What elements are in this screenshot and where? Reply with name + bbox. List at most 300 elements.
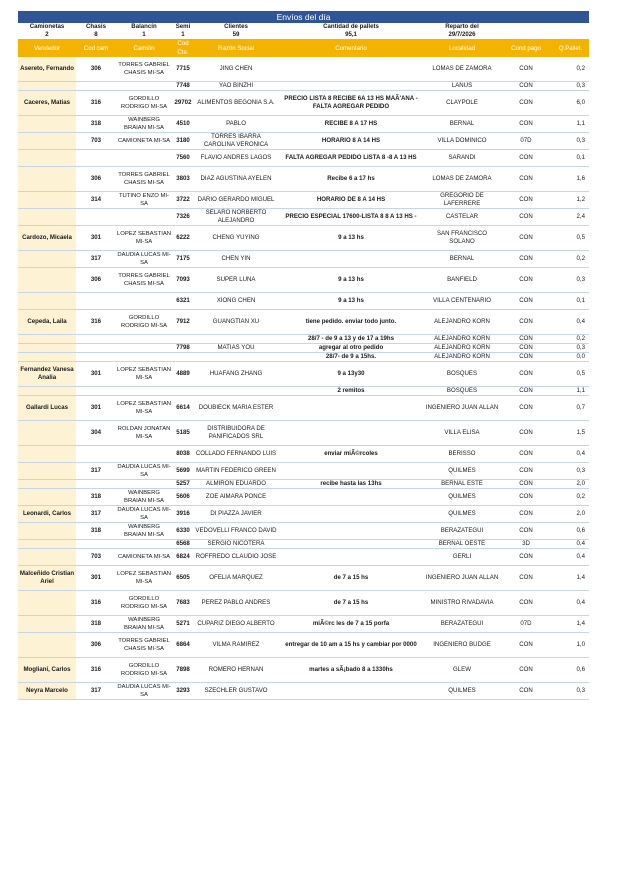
table-row xyxy=(18,683,589,700)
summary-labels-row xyxy=(18,23,589,31)
cell-localidad: VILLA DOMINICO xyxy=(424,133,500,150)
cell-cond-pago: CON xyxy=(500,591,552,616)
cell-q-pallet: 0,3 xyxy=(552,463,589,480)
cell-cod-cte: 5606 xyxy=(172,489,194,506)
cell-cod-cam xyxy=(76,446,116,463)
cell-cod-cam xyxy=(76,344,116,353)
cell-camion: DAUDIA LUCAS MI-SA xyxy=(117,507,171,521)
table-row xyxy=(18,226,589,251)
col-header-camion: Camión xyxy=(116,39,172,57)
cell-cod-cte: 7748 xyxy=(172,82,194,91)
cell-vendedor xyxy=(18,335,76,344)
cell-q-pallet: 1,0 xyxy=(552,633,589,658)
cell-cod-cte: 29702 xyxy=(172,91,194,116)
cell-cond-pago: CON xyxy=(500,446,552,463)
cell-vendedor xyxy=(18,540,76,549)
cell-localidad: INGENIERO BUDGE xyxy=(424,633,500,658)
cell-camion: WAINBERG BRAIAN MI-SA xyxy=(116,616,172,633)
cell-vendedor xyxy=(18,293,76,310)
cell-razon-social: ALMIRON EDUARDO xyxy=(194,480,278,489)
cell-cond-pago: CON xyxy=(500,335,552,344)
summary-value: 1 xyxy=(142,31,146,38)
cell-cond-pago: CON xyxy=(500,387,552,396)
cell-comentario xyxy=(278,489,424,506)
cell-comentario xyxy=(278,421,424,446)
cell-cod-cam: 703 xyxy=(76,549,116,566)
summary-value: 59 xyxy=(232,31,240,38)
table-row xyxy=(18,150,589,167)
cell-camion xyxy=(116,293,172,310)
cell-q-pallet: 2,4 xyxy=(552,209,589,226)
cell-cod-cte: 3803 xyxy=(172,167,194,192)
cell-cod-cte: 7560 xyxy=(172,150,194,167)
col-header-localidad: Localidad xyxy=(424,39,500,57)
cell-cod-cam: 301 xyxy=(76,396,116,421)
cell-cod-cte: 6864 xyxy=(172,633,194,658)
cell-razon-social: DARIO GERARDO MIGUEL xyxy=(194,192,278,209)
shipments-table xyxy=(18,23,589,700)
cell-comentario: FALTA AGREGAR PEDIDO LISTA 8 -8 A 13 HS xyxy=(278,150,424,167)
cell-cond-pago: 07D xyxy=(500,616,552,633)
table-row xyxy=(18,57,589,82)
cell-razon-social: TORRES IBARRA CAROLINA VERONICA xyxy=(194,133,278,150)
cell-q-pallet: 0,3 xyxy=(552,133,589,150)
cell-vendedor: Neyra Marcelo xyxy=(18,683,76,700)
table-row xyxy=(18,633,589,658)
cell-cond-pago: CON xyxy=(500,150,552,167)
cell-razon-social: DISTRIBUIDORA DE PANIFICADOS SRL xyxy=(194,421,278,446)
cell-comentario: RECIBE 8 A 17 HS xyxy=(278,116,424,133)
cell-camion xyxy=(116,446,172,463)
cell-comentario: PRECIO ESPECIAL 17600-LISTA 8 8 A 13 HS - xyxy=(278,209,424,226)
cell-cod-cam: 318 xyxy=(76,523,116,540)
cell-localidad: SARANDI xyxy=(424,150,500,167)
cell-cod-cte: 7715 xyxy=(172,57,194,82)
cell-razon-social: MARTIN FEDERICO GREEN xyxy=(194,463,278,480)
cell-vendedor xyxy=(18,344,76,353)
cell-vendedor xyxy=(18,480,76,489)
cell-localidad: LANUS xyxy=(424,82,500,91)
summary-label: Chasis xyxy=(86,23,106,30)
cell-cod-cam: 301 xyxy=(76,566,116,591)
col-header-q-pallet: Q.Pallet. xyxy=(552,39,589,57)
cell-razon-social: COLLADO FERNANDO LUIS xyxy=(194,446,278,463)
summary-values-row xyxy=(18,31,589,39)
cell-cod-cam: 306 xyxy=(76,633,116,658)
cell-cond-pago: CON xyxy=(500,463,552,480)
cell-q-pallet: 0,1 xyxy=(552,150,589,167)
cell-comentario: martes a sÃ¡bado 8 a 1330hs xyxy=(278,658,424,683)
cell-localidad: BERAZATEGUI xyxy=(424,523,500,540)
cell-localidad: BERISSO xyxy=(424,446,500,463)
cell-camion: TORRES GABRIEL CHASIS MI-SA xyxy=(116,167,172,192)
cell-comentario xyxy=(278,57,424,82)
cell-comentario xyxy=(278,251,424,268)
cell-vendedor: Asereto, Fernando xyxy=(18,57,76,82)
cell-q-pallet: 1,2 xyxy=(552,192,589,209)
cell-cond-pago: CON xyxy=(500,209,552,226)
cell-q-pallet: 0,7 xyxy=(552,396,589,421)
cell-camion: LOPEZ SEBASTIAN MI-SA xyxy=(116,226,172,251)
table-row xyxy=(18,353,589,362)
cell-camion: GORDILLO RODRIGO MI-SA xyxy=(116,91,172,116)
cell-q-pallet: 0,5 xyxy=(552,362,589,387)
cell-cod-cte xyxy=(172,387,194,396)
cell-cod-cam: 318 xyxy=(76,616,116,633)
cell-q-pallet: 1,5 xyxy=(552,421,589,446)
sheet-title: Envíos del día xyxy=(18,11,589,23)
cell-q-pallet: 1,1 xyxy=(552,387,589,396)
table-row xyxy=(18,91,589,116)
cell-localidad: GLEW xyxy=(424,658,500,683)
summary-label: Reparto del xyxy=(445,23,479,30)
table-row xyxy=(18,251,589,268)
table-row xyxy=(18,362,589,387)
cell-localidad: BERNAL xyxy=(424,116,500,133)
table-row xyxy=(18,133,589,150)
cell-cond-pago: CON xyxy=(500,480,552,489)
cell-cond-pago: CON xyxy=(500,362,552,387)
cell-cond-pago: CON xyxy=(500,523,552,540)
cell-localidad: GREGORIO DE LAFERRERE xyxy=(424,192,500,209)
cell-camion: DAUDIA LUCAS MI-SA xyxy=(117,684,171,698)
cell-cod-cte: 6321 xyxy=(172,293,194,310)
cell-comentario: 9 a 13 hs xyxy=(278,226,424,251)
cell-vendedor xyxy=(18,353,76,362)
table-row xyxy=(18,116,589,133)
cell-vendedor xyxy=(18,489,76,506)
summary-value: 1 xyxy=(181,31,185,38)
cell-q-pallet: 0,2 xyxy=(552,251,589,268)
cell-cod-cte: 6505 xyxy=(172,566,194,591)
cell-razon-social: YAO BINZHI xyxy=(194,82,278,91)
cell-comentario: PRECIO LISTA 8 RECIBE 6A 13 HS MAÃ'ANA -FALTA AGREGAR PEDIDO xyxy=(278,91,424,116)
cell-q-pallet: 0,2 xyxy=(552,489,589,506)
cell-cond-pago: 07D xyxy=(500,133,552,150)
summary-label: Clientes xyxy=(224,23,248,30)
cell-q-pallet: 1,1 xyxy=(552,116,589,133)
cell-vendedor xyxy=(18,591,76,616)
cell-camion: LOPEZ SEBASTIAN MI-SA xyxy=(116,362,172,387)
cell-cod-cte xyxy=(172,335,194,344)
cell-comentario: 9 a 13y30 xyxy=(278,362,424,387)
cell-cod-cte: 4889 xyxy=(172,362,194,387)
cell-cod-cte: 3180 xyxy=(172,133,194,150)
cell-camion xyxy=(116,335,172,344)
cell-camion: DAUDIA LUCAS MI-SA xyxy=(117,464,171,478)
cell-camion: DAUDIA LUCAS MI-SA xyxy=(117,252,171,266)
cell-localidad: VILLA ELISA xyxy=(424,421,500,446)
table-row xyxy=(18,268,589,293)
cell-cod-cam: 703 xyxy=(76,133,116,150)
cell-cod-cam: 306 xyxy=(76,57,116,82)
cell-localidad: LOMAS DE ZAMORA xyxy=(424,167,500,192)
cell-cond-pago: CON xyxy=(500,683,552,700)
cell-vendedor: Caceres, Matias xyxy=(18,91,76,116)
cell-vendedor xyxy=(18,209,76,226)
cell-localidad: ALEJANDRO KORN xyxy=(424,344,500,353)
cell-cond-pago: CON xyxy=(500,396,552,421)
cell-cod-cam: 317 xyxy=(76,463,116,480)
cell-cond-pago: CON xyxy=(500,82,552,91)
cell-cod-cte: 3722 xyxy=(172,192,194,209)
cell-comentario: entregar de 10 am a 15 hs y cambiar por 0000 xyxy=(278,633,424,658)
cell-cod-cte: 8038 xyxy=(172,446,194,463)
summary-label: Camionetas xyxy=(29,23,65,30)
cell-camion: ROLDAN JONATAN MI-SA xyxy=(116,421,172,446)
cell-cod-cte: 6330 xyxy=(172,523,194,540)
cell-cond-pago: CON xyxy=(500,251,552,268)
cell-razon-social: VEDOVELLI FRANCO DAVID xyxy=(194,523,278,540)
cell-localidad: ALEJANDRO KORN xyxy=(424,310,500,335)
cell-cod-cam: 314 xyxy=(76,192,116,209)
cell-cond-pago: CON xyxy=(500,344,552,353)
cell-comentario: 9 a 13 hs xyxy=(278,293,424,310)
table-row xyxy=(18,167,589,192)
cell-cod-cte: 7093 xyxy=(172,268,194,293)
cell-comentario: 28/7 - de 9 a 13 y de 17 a 19hs xyxy=(278,335,424,344)
cell-cod-cam: 301 xyxy=(76,226,116,251)
cell-camion: TORRES GABRIEL CHASIS MI-SA xyxy=(116,633,172,658)
cell-cond-pago: CON xyxy=(500,268,552,293)
cell-razon-social: SUPER LUNA xyxy=(194,268,278,293)
summary-value: 2 xyxy=(45,31,49,38)
cell-camion xyxy=(116,540,172,549)
cell-cod-cte: 7326 xyxy=(172,209,194,226)
cell-razon-social: PABLO xyxy=(194,116,278,133)
cell-vendedor xyxy=(18,82,76,91)
cell-razon-social: SZECHLER GUSTAVO xyxy=(194,683,278,700)
cell-comentario: de 7 a 15 hs xyxy=(278,566,424,591)
cell-cod-cte: 5257 xyxy=(172,480,194,489)
cell-vendedor xyxy=(18,549,76,566)
cell-vendedor xyxy=(18,387,76,396)
cell-cod-cam: 306 xyxy=(76,167,116,192)
cell-cod-cam xyxy=(76,387,116,396)
cell-q-pallet: 1,4 xyxy=(552,566,589,591)
cell-q-pallet: 0,3 xyxy=(552,683,589,700)
cell-cod-cam: 306 xyxy=(76,268,116,293)
cell-cod-cte: 5185 xyxy=(172,421,194,446)
table-row xyxy=(18,489,589,506)
table-row xyxy=(18,293,589,310)
cell-q-pallet: 2,0 xyxy=(552,480,589,489)
cell-cod-cte: 7798 xyxy=(172,344,194,353)
cell-razon-social: VILMA RAMIREZ xyxy=(194,633,278,658)
cell-razon-social xyxy=(194,335,278,344)
cell-cod-cte: 6824 xyxy=(172,549,194,566)
table-row xyxy=(18,523,589,540)
cell-comentario xyxy=(278,82,424,91)
cell-vendedor: Fernandez Vanesa Analia xyxy=(18,362,76,387)
cell-cod-cte xyxy=(172,353,194,362)
cell-cond-pago: CON xyxy=(500,489,552,506)
cell-cod-cte: 5699 xyxy=(172,463,194,480)
cell-cond-pago: CON xyxy=(500,633,552,658)
col-header-cod-cte: Cod Cte. xyxy=(172,39,194,57)
cell-cond-pago: CON xyxy=(500,167,552,192)
cell-cod-cte: 6568 xyxy=(172,540,194,549)
cell-comentario: tiene pedido. enviar todo junto. xyxy=(278,310,424,335)
cell-cod-cte: 7683 xyxy=(172,591,194,616)
cell-localidad: BANFIELD xyxy=(424,268,500,293)
cell-cod-cam xyxy=(76,480,116,489)
column-header-row xyxy=(18,39,589,57)
cell-localidad: BERNAL ESTE xyxy=(424,480,500,489)
cell-razon-social xyxy=(194,353,278,362)
cell-localidad: MINISTRO RIVADAVIA xyxy=(424,591,500,616)
col-header-razon-social: Razón Social xyxy=(194,39,278,57)
summary-value: 29/7/2026 xyxy=(448,31,476,38)
cell-comentario xyxy=(278,549,424,566)
cell-cod-cte: 7898 xyxy=(172,658,194,683)
cell-cod-cam xyxy=(76,335,116,344)
cell-razon-social: ALIMENTOS BEGONIA S.A. xyxy=(194,91,278,116)
cell-cod-cam: 316 xyxy=(76,658,116,683)
cell-localidad: ALEJANDRO KORN xyxy=(424,353,500,362)
cell-vendedor: Mogliani, Carlos xyxy=(18,658,76,683)
table-row xyxy=(18,480,589,489)
cell-localidad: CASTELAR xyxy=(424,209,500,226)
summary-value: 95,1 xyxy=(345,31,357,38)
cell-cod-cam xyxy=(76,353,116,362)
cell-camion: LOPEZ SEBASTIAN MI-SA xyxy=(116,396,172,421)
cell-q-pallet: 0,1 xyxy=(552,293,589,310)
table-row xyxy=(18,658,589,683)
cell-comentario xyxy=(278,506,424,523)
cell-vendedor xyxy=(18,421,76,446)
cell-localidad: INGENIERO JUAN ALLAN xyxy=(424,566,500,591)
cell-cond-pago: CON xyxy=(500,293,552,310)
cell-camion: LOPEZ SEBASTIAN MI-SA xyxy=(116,566,172,591)
cell-cond-pago: CON xyxy=(500,353,552,362)
cell-cod-cam xyxy=(76,150,116,167)
cell-cod-cte: 7175 xyxy=(172,251,194,268)
cell-q-pallet: 0,4 xyxy=(552,549,589,566)
cell-q-pallet: 0,6 xyxy=(552,523,589,540)
cell-comentario: de 7 a 15 hs xyxy=(278,591,424,616)
cell-comentario: recibe hasta las 13hs xyxy=(278,480,424,489)
table-row xyxy=(18,616,589,633)
cell-q-pallet: 0,3 xyxy=(552,82,589,91)
cell-razon-social: ROFFREDO CLAUDIO JOSE xyxy=(194,549,278,566)
cell-camion: CAMIONETA MI-SA xyxy=(116,549,172,566)
cell-cod-cam: 317 xyxy=(76,683,116,700)
cell-cond-pago: CON xyxy=(500,116,552,133)
cell-q-pallet: 0,4 xyxy=(552,540,589,549)
cell-cond-pago: CON xyxy=(500,506,552,523)
cell-camion: WAINBERG BRAIAN MI-SA xyxy=(116,116,172,133)
cell-cod-cam: 316 xyxy=(76,91,116,116)
cell-localidad: BOSQUES xyxy=(424,387,500,396)
cell-vendedor: Malceñido Cristian Ariel xyxy=(18,566,76,591)
summary-label: Semi xyxy=(175,23,191,30)
cell-q-pallet: 1,6 xyxy=(552,167,589,192)
cell-vendedor: Gallardi Lucas xyxy=(18,396,76,421)
cell-razon-social: DIAZ AGUSTINA AYELEN xyxy=(194,167,278,192)
cell-razon-social: OFELIA MARQUEZ xyxy=(194,566,278,591)
cell-localidad: QUILMES xyxy=(424,683,500,700)
cell-comentario: miÃ©rc les de 7 a 15 porfa xyxy=(278,616,424,633)
cell-comentario: 2 remitos xyxy=(278,387,424,396)
cell-cod-cam: 318 xyxy=(76,116,116,133)
cell-cod-cam: 316 xyxy=(76,591,116,616)
cell-razon-social: DOUBIECK MARIA ESTER xyxy=(194,396,278,421)
cell-cod-cam: 316 xyxy=(76,310,116,335)
cell-vendedor xyxy=(18,268,76,293)
col-header-vendedor: Vendedor xyxy=(18,39,76,57)
cell-cod-cte: 6222 xyxy=(172,226,194,251)
table-row xyxy=(18,82,589,91)
cell-q-pallet: 6,0 xyxy=(552,91,589,116)
cell-razon-social: CHENG YUYING xyxy=(194,226,278,251)
cell-q-pallet: 0,3 xyxy=(552,344,589,353)
cell-localidad: QUILMES xyxy=(424,506,500,523)
cell-q-pallet: 0,6 xyxy=(552,658,589,683)
cell-razon-social: FLAVIO ANDRES LAGOS xyxy=(194,150,278,167)
cell-comentario: HORARIO DE 8 A 14 HS xyxy=(278,192,424,209)
cell-q-pallet: 0,0 xyxy=(552,353,589,362)
cell-cond-pago: CON xyxy=(500,91,552,116)
cell-q-pallet: 2,0 xyxy=(552,506,589,523)
cell-cod-cam: 317 xyxy=(76,251,116,268)
cell-cod-cte: 6614 xyxy=(172,396,194,421)
cell-comentario: enviar miÃ©rcoles xyxy=(278,446,424,463)
table-row xyxy=(18,591,589,616)
cell-comentario: 28/7- de 9 a 15hs. xyxy=(278,353,424,362)
cell-razon-social: ZOE AIMARA PONCE xyxy=(194,489,278,506)
cell-cod-cte: 7912 xyxy=(172,310,194,335)
col-header-comentario: Comentario xyxy=(278,39,424,57)
cell-q-pallet: 0,5 xyxy=(552,226,589,251)
cell-comentario: 9 a 13 hs xyxy=(278,268,424,293)
cell-comentario xyxy=(278,396,424,421)
cell-localidad: BERNAL OESTE xyxy=(424,540,500,549)
cell-q-pallet: 0,4 xyxy=(552,446,589,463)
cell-cond-pago: CON xyxy=(500,421,552,446)
summary-value: 8 xyxy=(94,31,98,38)
cell-cond-pago: 3D xyxy=(500,540,552,549)
cell-vendedor: Leonardi, Carlos xyxy=(18,506,76,523)
cell-cod-cam xyxy=(76,209,116,226)
cell-camion: WAINBERG BRAIAN MI-SA xyxy=(116,489,172,506)
cell-razon-social: SERGIO NICOTERA xyxy=(194,540,278,549)
cell-cond-pago: CON xyxy=(500,57,552,82)
cell-vendedor xyxy=(18,446,76,463)
shipments-sheet xyxy=(18,11,589,700)
table-row xyxy=(18,387,589,396)
cell-razon-social: CHEN YIN xyxy=(194,251,278,268)
cell-razon-social: PEREZ PABLO ANDRES xyxy=(194,591,278,616)
cell-camion xyxy=(116,150,172,167)
col-header-cod-cam: Cod cam xyxy=(76,39,116,57)
cell-camion: WAINBERG BRAIAN MI-SA xyxy=(116,523,172,540)
cell-comentario xyxy=(278,683,424,700)
cell-vendedor xyxy=(18,192,76,209)
cell-vendedor xyxy=(18,251,76,268)
cell-vendedor xyxy=(18,463,76,480)
cell-vendedor: Cardozo, Micaela xyxy=(18,226,76,251)
cell-q-pallet: 0,2 xyxy=(552,335,589,344)
cell-q-pallet: 0,2 xyxy=(552,57,589,82)
table-row xyxy=(18,421,589,446)
cell-cod-cam xyxy=(76,293,116,310)
cell-localidad: BERNAL xyxy=(424,251,500,268)
cell-camion xyxy=(116,480,172,489)
cell-comentario: Recibe 6 a 17 hs xyxy=(278,167,424,192)
cell-cod-cam xyxy=(76,82,116,91)
cell-localidad: SAN FRANCISCO SOLANO xyxy=(424,226,500,251)
